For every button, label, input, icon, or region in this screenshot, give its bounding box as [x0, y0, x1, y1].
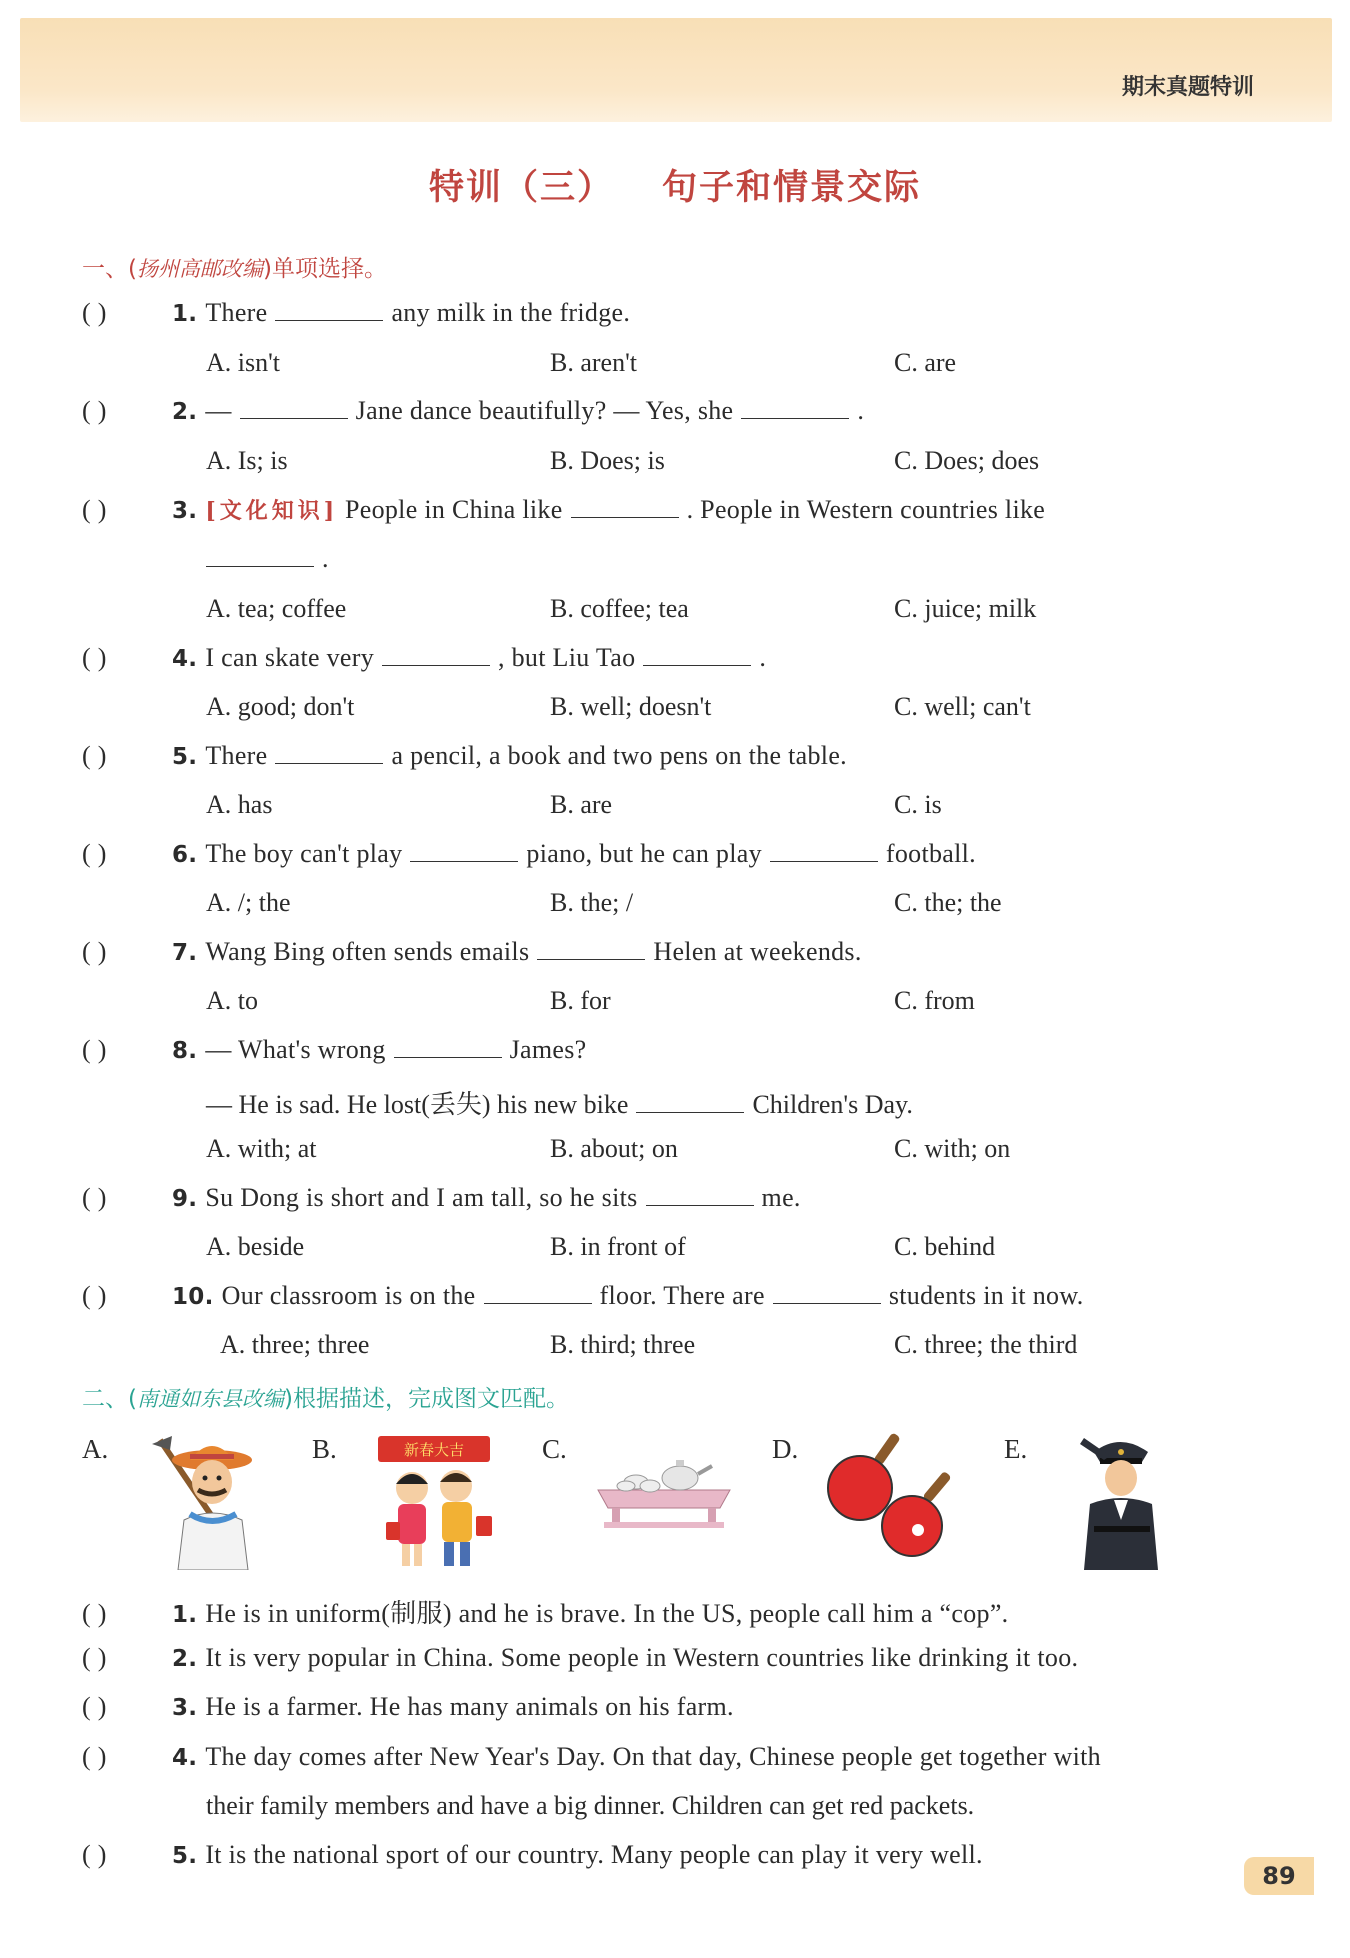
picture-label-c: C.: [542, 1434, 567, 1464]
answer-paren[interactable]: ( ): [82, 1840, 107, 1869]
blank[interactable]: [537, 939, 645, 960]
picture-label-a: A.: [82, 1434, 109, 1464]
question-6: ( ) 6. The boy can't play piano, but he can play football.: [82, 839, 976, 868]
matching-1: ( ) 1. He is in uniform(制服) and he is brave. In the US, people call him a “cop”.: [82, 1599, 1009, 1628]
option-a[interactable]: A. to: [206, 986, 258, 1015]
answer-paren[interactable]: ( ): [82, 643, 107, 672]
option-b[interactable]: B. the; /: [550, 888, 634, 917]
option-c[interactable]: C. Does; does: [894, 446, 1040, 475]
blank[interactable]: [275, 300, 383, 321]
answer-paren[interactable]: ( ): [82, 1183, 107, 1212]
picture-label-d: D.: [772, 1434, 799, 1464]
option-a[interactable]: A. with; at: [206, 1134, 317, 1163]
option-a[interactable]: A. beside: [206, 1232, 305, 1261]
option-c[interactable]: C. behind: [894, 1232, 996, 1261]
policeman-picture: [1070, 1430, 1170, 1570]
page-title: [0, 160, 1350, 210]
question-7: ( ) 7. Wang Bing often sends emails Helen at weekends.: [82, 937, 862, 966]
answer-paren[interactable]: ( ): [82, 937, 107, 966]
picture-label-e: E.: [1004, 1434, 1028, 1464]
blank[interactable]: [206, 546, 314, 567]
question-5: ( ) 5. There a pencil, a book and two pens on the table.: [82, 741, 847, 770]
question-2: ( ) 2. — Jane dance beautifully? — Yes, she .: [82, 396, 865, 425]
matching-4: ( ) 4. The day comes after New Year's Day. On that day, Chinese people get together with: [82, 1742, 1101, 1771]
option-b[interactable]: B. coffee; tea: [550, 594, 689, 623]
option-a[interactable]: A. three; three: [220, 1330, 370, 1359]
option-c[interactable]: C. are: [894, 348, 957, 377]
children-festival-picture: [376, 1430, 496, 1570]
option-b[interactable]: B. in front of: [550, 1232, 686, 1261]
option-a[interactable]: A. tea; coffee: [206, 594, 347, 623]
section1-heading: 一、(扬州高邮改编)单项选择。: [82, 256, 387, 282]
option-a[interactable]: A. isn't: [206, 348, 281, 377]
culture-tag: [文化知识]: [205, 498, 339, 524]
option-c[interactable]: C. the; the: [894, 888, 1002, 917]
answer-paren[interactable]: ( ): [82, 1599, 107, 1628]
option-c[interactable]: C. with; on: [894, 1134, 1011, 1163]
blank[interactable]: [770, 841, 878, 862]
answer-paren[interactable]: ( ): [82, 1281, 107, 1310]
blank[interactable]: [646, 1185, 754, 1206]
option-a[interactable]: A. has: [206, 790, 273, 819]
blank[interactable]: [643, 645, 751, 666]
matching-5: ( ) 5. It is the national sport of our country. Many people can play it very well.: [82, 1840, 983, 1869]
farmer-picture: [150, 1430, 270, 1570]
page-number: 89: [1244, 1857, 1314, 1895]
option-b[interactable]: B. Does; is: [550, 446, 665, 475]
option-b[interactable]: B. are: [550, 790, 613, 819]
option-c[interactable]: C. three; the third: [894, 1330, 1078, 1359]
answer-paren[interactable]: ( ): [82, 839, 107, 868]
matching-4-continued: their family members and have a big dinner. Children can get red packets.: [206, 1791, 975, 1820]
blank[interactable]: [275, 743, 383, 764]
answer-paren[interactable]: ( ): [82, 495, 107, 524]
option-b[interactable]: B. aren't: [550, 348, 637, 377]
table-tennis-paddles-picture: [820, 1430, 970, 1560]
answer-paren[interactable]: ( ): [82, 1035, 107, 1064]
answer-paren[interactable]: ( ): [82, 396, 107, 425]
option-a[interactable]: A. Is; is: [206, 446, 288, 475]
section2-heading: 二、(南通如东县改编)根据描述，完成图文匹配。: [82, 1386, 569, 1412]
blank[interactable]: [240, 398, 348, 419]
question-10: ( ) 10. Our classroom is on the floor. There are students in it now.: [82, 1281, 1084, 1310]
option-a[interactable]: A. good; don't: [206, 692, 355, 721]
answer-paren[interactable]: ( ): [82, 1742, 107, 1771]
answer-paren[interactable]: ( ): [82, 741, 107, 770]
question-8-response: — He is sad. He lost(丢失) his new bike Children's Day.: [206, 1090, 913, 1119]
blank[interactable]: [636, 1092, 744, 1113]
option-c[interactable]: C. from: [894, 986, 975, 1015]
blank[interactable]: [394, 1037, 502, 1058]
matching-2: ( ) 2. It is very popular in China. Some people in Western countries like drinking it too.: [82, 1643, 1079, 1672]
option-c[interactable]: C. juice; milk: [894, 594, 1037, 623]
blank[interactable]: [773, 1283, 881, 1304]
answer-paren[interactable]: ( ): [82, 1692, 107, 1721]
question-3: ( ) 3. [文化知识] People in China like . People in Western countries like: [82, 495, 1046, 524]
option-b[interactable]: B. for: [550, 986, 611, 1015]
banner-text: 新春大吉: [403, 1441, 465, 1459]
title-part2: 句子和情景交际: [662, 168, 922, 208]
tea-set-picture: [590, 1430, 740, 1540]
option-c[interactable]: C. well; can't: [894, 692, 1031, 721]
question-3-continued: .: [206, 544, 329, 574]
question-8: ( ) 8. — What's wrong James?: [82, 1035, 587, 1064]
matching-3: ( ) 3. He is a farmer. He has many animals on his farm.: [82, 1692, 734, 1721]
title-part1: 特训（三）: [428, 168, 614, 208]
blank[interactable]: [410, 841, 518, 862]
picture-label-b: B.: [312, 1434, 337, 1464]
answer-paren[interactable]: ( ): [82, 1643, 107, 1672]
option-b[interactable]: B. about; on: [550, 1134, 678, 1163]
option-b[interactable]: B. third; three: [550, 1330, 696, 1359]
question-1: ( ) 1. There any milk in the fridge.: [82, 298, 631, 327]
question-9: ( ) 9. Su Dong is short and I am tall, so he sits me.: [82, 1183, 801, 1212]
section1-source: 扬州高邮改编: [136, 257, 263, 281]
blank[interactable]: [741, 398, 849, 419]
blank[interactable]: [571, 497, 679, 518]
option-b[interactable]: B. well; doesn't: [550, 692, 712, 721]
section2-source: 南通如东县改编: [136, 1387, 284, 1411]
header-tag: 期末真题特训: [1121, 75, 1254, 100]
option-c[interactable]: C. is: [894, 790, 942, 819]
blank[interactable]: [484, 1283, 592, 1304]
answer-paren[interactable]: ( ): [82, 298, 107, 327]
question-4: ( ) 4. I can skate very , but Liu Tao .: [82, 643, 767, 672]
blank[interactable]: [382, 645, 490, 666]
option-a[interactable]: A. /; the: [206, 888, 291, 917]
